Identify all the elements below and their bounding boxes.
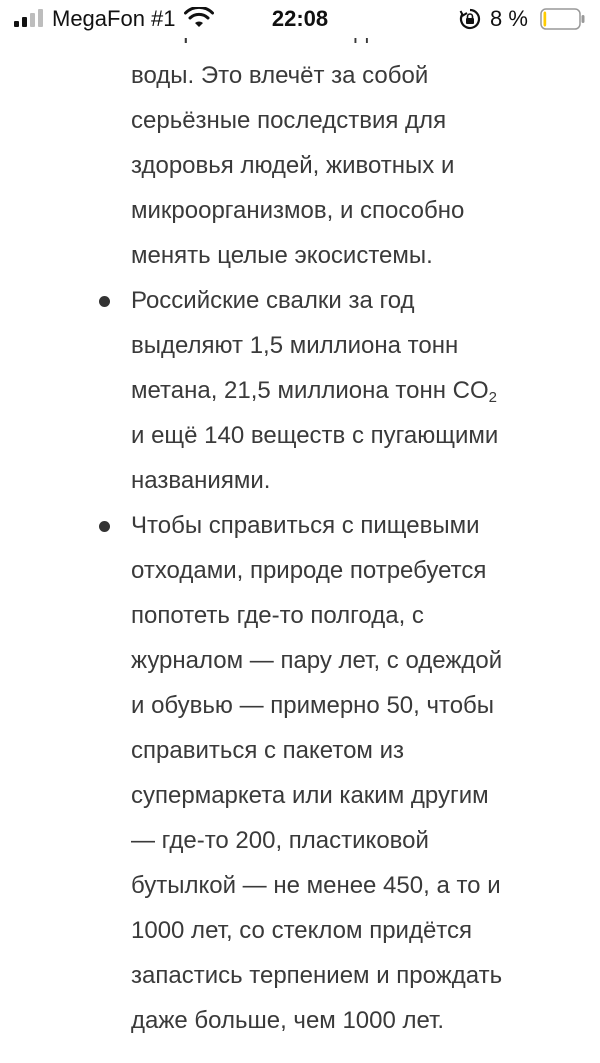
- article-text-line: названиями.: [131, 467, 271, 494]
- subscript-2: 2: [488, 389, 497, 406]
- article-text-line: выделяют 1,5 миллиона тонн: [131, 332, 459, 359]
- article-text-line: — где-то 200, пластиковой: [131, 827, 429, 854]
- article-text-line: супермаркета или каким другим: [131, 782, 489, 809]
- status-bar: [0, 0, 600, 38]
- article-text-line: воды. Это влечёт за собой: [131, 62, 429, 89]
- article-text-line: Российские свалки за год: [131, 287, 415, 314]
- article-text-line: здоровья людей, животных и: [131, 152, 455, 179]
- article-text-line: попотеть где-то полгода, с: [131, 602, 424, 629]
- article-text-line: и ещё 140 веществ с пугающими: [131, 422, 499, 449]
- article-text-line: журналом — пару лет, с одеждой: [131, 647, 503, 674]
- article-text-line: микроорганизмов, и способно: [131, 197, 465, 224]
- battery-icon: [540, 8, 586, 30]
- article-text-line: справиться с пакетом из: [131, 737, 404, 764]
- list-bullet: [99, 521, 110, 532]
- rotation-lock-icon: [459, 8, 481, 30]
- article-text-line: бутылкой — не менее 450, а то и: [131, 872, 501, 899]
- article-text-line: серьёзные последствия для: [131, 107, 447, 134]
- article-text-line: и обувью — примерно 50, чтобы: [131, 692, 495, 719]
- article-text-line: отходами, природе потребуется: [131, 557, 487, 584]
- article-text-fragment: метана, 21,5 миллиона тонн CO: [131, 377, 489, 404]
- list-bullet: [99, 296, 110, 307]
- status-time: 22:08: [271, 6, 329, 31]
- article-text-line: запастись терпением и прождать: [131, 962, 503, 989]
- article-text-line: Чтобы справиться с пищевыми: [131, 512, 480, 539]
- article-text-line: менять целые экосистемы.: [131, 242, 433, 269]
- carrier-name: MegaFon #1: [52, 6, 176, 31]
- article-text-line: даже больше, чем 1000 лет.: [131, 1007, 445, 1034]
- battery-percent: 8 %: [490, 6, 528, 31]
- article-text-line-co2: [131, 376, 497, 406]
- article-text-line: 1000 лет, со стеклом придётся: [131, 917, 473, 944]
